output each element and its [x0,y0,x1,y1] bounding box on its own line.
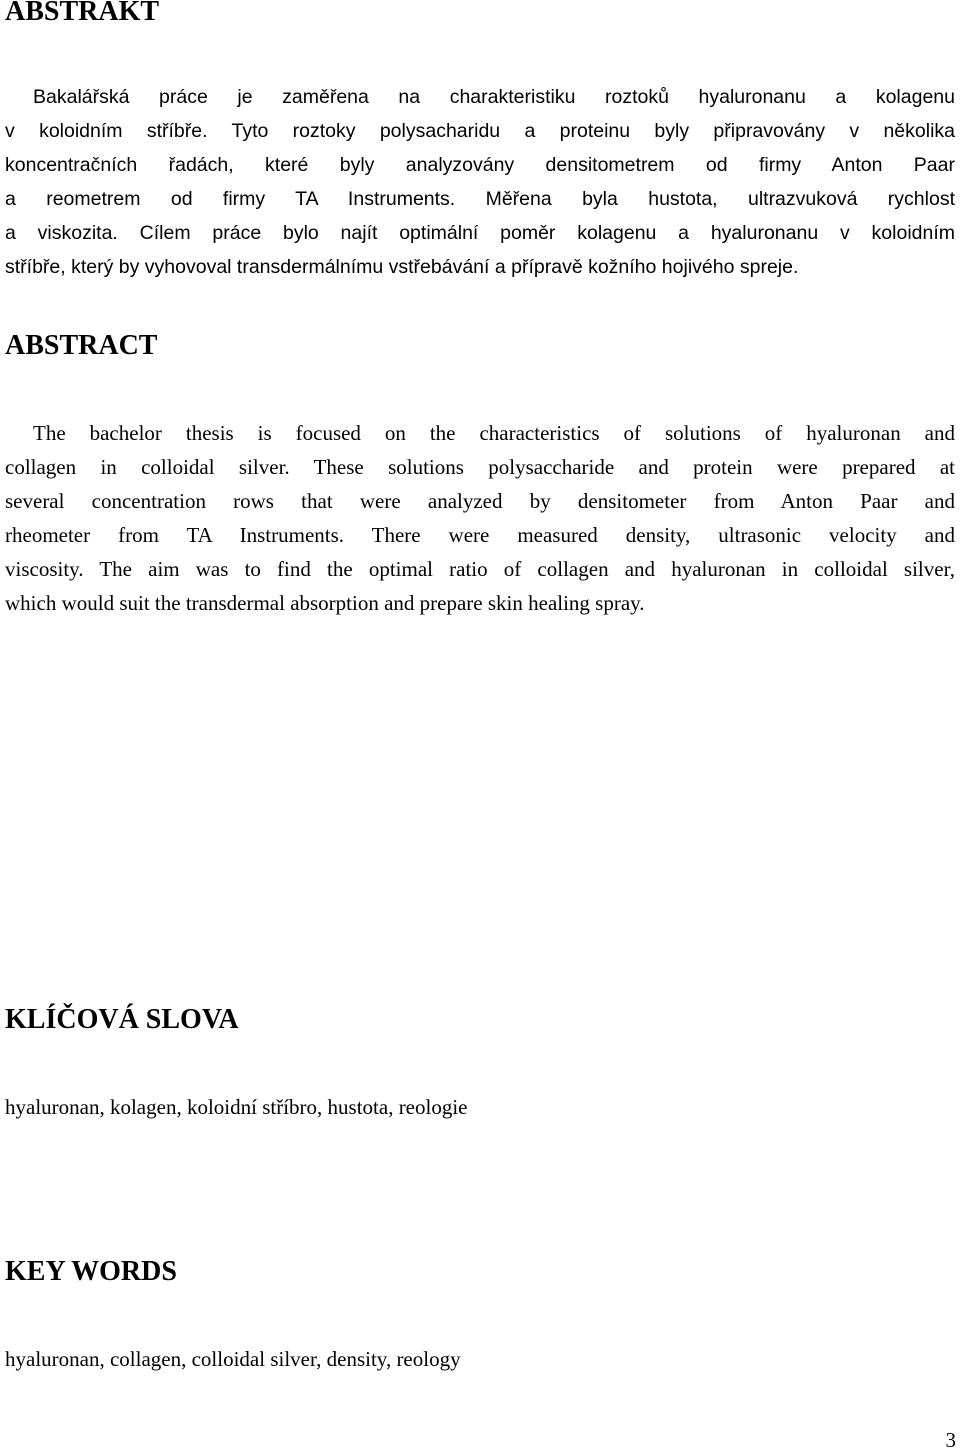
abstrakt-line: koncentračních řadách, které byly analyzovány densitometrem od firmy Anton Paar [5,154,955,176]
abstrakt-line: a reometrem od firmy TA Instruments. Měřena byla hustota, ultrazvuková rychlost [5,188,955,210]
abstrakt-line: a viskozita. Cílem práce bylo najít optimální poměr kolagenu a hyaluronanu v koloidním [5,222,955,244]
key-words-heading: KEY WORDS [5,1256,177,1287]
klicova-slova-text: hyaluronan, kolagen, koloidní stříbro, hustota, reologie [5,1095,468,1119]
abstract-paragraph [5,416,955,620]
key-words-text: hyaluronan, collagen, colloidal silver, density, reology [5,1347,461,1371]
page-number: 3 [945,1428,956,1452]
abstrakt-line: v koloidním stříbře. Tyto roztoky polysacharidu a proteinu byly připravovány v několika [5,120,955,142]
abstract-line: which would suit the transdermal absorption and prepare skin healing spray. [5,591,645,615]
abstract-line: rheometer from TA Instruments. There were measured density, ultrasonic velocity and [5,523,955,547]
abstrakt-paragraph [5,80,955,284]
abstract-heading: ABSTRACT [5,330,158,361]
abstrakt-line: Bakalářská práce je zaměřena na charakteristiku roztoků hyaluronanu a kolagenu [33,86,955,108]
abstract-line: viscosity. The aim was to find the optimal ratio of collagen and hyaluronan in colloidal silver, [5,557,955,581]
abstract-line: several concentration rows that were analyzed by densitometer from Anton Paar and [5,489,955,513]
abstract-line: The bachelor thesis is focused on the characteristics of solutions of hyaluronan and [33,421,955,445]
klicova-slova-heading: KLÍČOVÁ SLOVA [5,1004,239,1035]
abstract-line: collagen in colloidal silver. These solutions polysaccharide and protein were prepared at [5,455,955,479]
abstrakt-line: stříbře, který by vyhovoval transdermálnímu vstřebávání a přípravě kožního hojivého spreje. [5,256,799,278]
abstrakt-heading: ABSTRAKT [5,0,160,27]
